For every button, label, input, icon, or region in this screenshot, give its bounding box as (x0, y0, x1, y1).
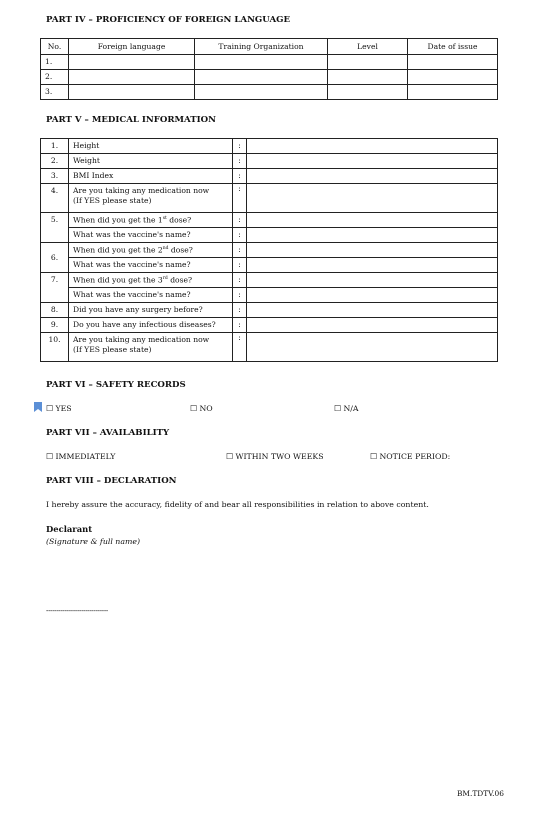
bookmark-icon (34, 402, 42, 412)
table-row (41, 333, 498, 362)
cell-date[interactable] (408, 85, 498, 100)
part8-heading: PART VIII – DECLARATION (46, 476, 177, 486)
dose2-label (69, 243, 233, 258)
cell-organization[interactable] (195, 70, 328, 85)
height-label: Height (69, 139, 233, 154)
cell-date[interactable] (408, 70, 498, 85)
part4-heading: PART IV – PROFICIENCY OF FOREIGN LANGUAGE (46, 15, 291, 25)
cell-date[interactable] (408, 55, 498, 70)
medication2-value[interactable] (247, 333, 498, 362)
availability-two-weeks[interactable]: ☐ WITHIN TWO WEEKS (226, 452, 324, 461)
colon: : (233, 184, 247, 213)
surgery-label: Did you have any surgery before? (69, 303, 233, 318)
ordinal-suffix: rd (162, 276, 168, 282)
row-number: 8. (41, 303, 69, 318)
table-row (41, 184, 498, 213)
colon: : (233, 318, 247, 333)
table-row (41, 288, 498, 303)
signature-line: ------------------------------ (46, 607, 108, 615)
table-row (41, 55, 498, 70)
cell-level[interactable] (328, 70, 408, 85)
table-row (41, 318, 498, 333)
ordinal-suffix: nd (162, 246, 169, 252)
dose1-label (69, 213, 233, 228)
medication-note: (If YES please state) (73, 344, 152, 354)
vaccine3-label: What was the vaccine's name? (69, 288, 233, 303)
bmi-value[interactable] (247, 169, 498, 184)
declarant-label: Declarant (46, 524, 93, 534)
weight-value[interactable] (247, 154, 498, 169)
declaration-statement: I hereby assure the accuracy, fidelity of and bear all responsibilities in relation to above content. (46, 500, 429, 509)
colon: : (233, 333, 247, 362)
row-number: 7. (41, 273, 69, 303)
col-header-no: No. (41, 39, 69, 55)
cell-level[interactable] (328, 55, 408, 70)
dose3-label (69, 273, 233, 288)
colon: : (233, 288, 247, 303)
cell-level[interactable] (328, 85, 408, 100)
table-row (41, 70, 498, 85)
medical-table (40, 138, 498, 362)
dose-text: dose? (166, 215, 192, 225)
table-row (41, 169, 498, 184)
dose1-value[interactable] (247, 213, 498, 228)
row-number: 4. (41, 184, 69, 213)
colon: : (233, 243, 247, 258)
col-header-organization: Training Organization (195, 39, 328, 55)
ordinal-suffix: st (162, 216, 167, 222)
safety-option-na[interactable]: ☐ N/A (334, 404, 359, 413)
language-table (40, 38, 498, 100)
availability-notice-period[interactable]: ☐ NOTICE PERIOD: (370, 452, 451, 461)
surgery-value[interactable] (247, 303, 498, 318)
table-row (41, 273, 498, 288)
row-number: 6. (41, 243, 69, 273)
col-header-language: Foreign language (69, 39, 195, 55)
row-number: 1. (41, 55, 69, 70)
safety-option-yes[interactable]: ☐ YES (46, 404, 72, 413)
dose-text: When did you get the 3 (73, 275, 163, 285)
dose-text: dose? (167, 275, 193, 285)
document-code: BM.TDTV.06 (457, 789, 504, 798)
table-row (41, 154, 498, 169)
dose3-value[interactable] (247, 273, 498, 288)
signature-note: (Signature & full name) (46, 537, 141, 546)
row-number: 2. (41, 70, 69, 85)
row-number: 1. (41, 139, 69, 154)
table-row (41, 213, 498, 228)
medication-question: Are you taking any medication now (73, 335, 210, 344)
weight-label: Weight (69, 154, 233, 169)
vaccine1-label: What was the vaccine's name? (69, 228, 233, 243)
cell-organization[interactable] (195, 55, 328, 70)
row-number: 2. (41, 154, 69, 169)
table-row (41, 243, 498, 258)
colon: : (233, 228, 247, 243)
table-header-row (41, 39, 498, 55)
medication-question: Are you taking any medication now (73, 186, 210, 195)
colon: : (233, 273, 247, 288)
table-row (41, 228, 498, 243)
part7-heading: PART VII – AVAILABILITY (46, 428, 170, 438)
part5-heading: PART V – MEDICAL INFORMATION (46, 115, 216, 125)
colon: : (233, 258, 247, 273)
vaccine2-value[interactable] (247, 258, 498, 273)
row-number: 10. (41, 333, 69, 362)
row-number: 9. (41, 318, 69, 333)
dose-text: dose? (168, 245, 193, 255)
colon: : (233, 169, 247, 184)
vaccine1-value[interactable] (247, 228, 498, 243)
dose2-value[interactable] (247, 243, 498, 258)
part6-heading: PART VI – SAFETY RECORDS (46, 380, 186, 390)
height-value[interactable] (247, 139, 498, 154)
medication-note: (If YES please state) (73, 195, 152, 205)
cell-language[interactable] (69, 85, 195, 100)
table-row (41, 258, 498, 273)
medication-value[interactable] (247, 184, 498, 213)
table-row (41, 139, 498, 154)
vaccine2-label: What was the vaccine's name? (69, 258, 233, 273)
medication-label (69, 184, 233, 213)
bmi-label: BMI Index (69, 169, 233, 184)
row-number: 3. (41, 85, 69, 100)
colon: : (233, 303, 247, 318)
table-row (41, 85, 498, 100)
colon: : (233, 213, 247, 228)
col-header-level: Level (328, 39, 408, 55)
cell-language[interactable] (69, 55, 195, 70)
infectious-value[interactable] (247, 318, 498, 333)
dose-text: When did you get the 2 (73, 245, 163, 255)
vaccine3-value[interactable] (247, 288, 498, 303)
cell-organization[interactable] (195, 85, 328, 100)
row-number: 5. (41, 213, 69, 243)
table-row (41, 303, 498, 318)
safety-option-no[interactable]: ☐ NO (190, 404, 213, 413)
infectious-label: Do you have any infectious diseases? (69, 318, 233, 333)
colon: : (233, 139, 247, 154)
dose-text: When did you get the 1 (73, 215, 163, 225)
row-number: 3. (41, 169, 69, 184)
availability-immediately[interactable]: ☐ IMMEDIATELY (46, 452, 116, 461)
col-header-date: Date of issue (408, 39, 498, 55)
colon: : (233, 154, 247, 169)
medication2-label (69, 333, 233, 362)
cell-language[interactable] (69, 70, 195, 85)
